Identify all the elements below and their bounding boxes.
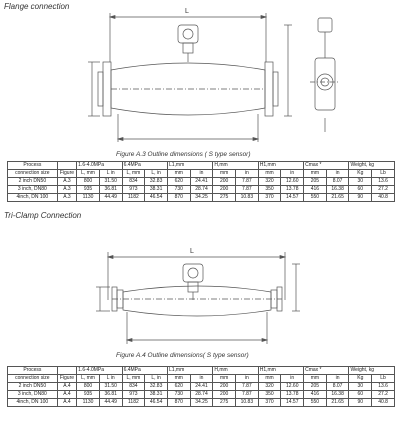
flange-figure-caption: Figure A.3 Outline dimensions ( S type sensor) [116,151,251,158]
table-cell: 36.81 [99,186,122,194]
table-cell: 13.6 [372,383,395,391]
header-cell: Figure [57,375,76,383]
header-cell: in [281,375,304,383]
header-cell: mm [304,170,327,178]
table-cell: 935 [77,391,100,399]
header-cell: mm [213,375,236,383]
header-cell: L in [99,170,122,178]
table-cell: 1130 [77,194,100,202]
header-cell: L, mm [77,375,100,383]
triclamp-section-title: Tri-Clamp Connection [4,211,82,220]
table-cell: 60 [349,391,372,399]
table-cell: 3 inch, DN80 [8,391,58,399]
triclamp-l-dimension-label: L [190,248,194,255]
table-cell: 200 [213,178,236,186]
table-cell: 21.65 [326,399,349,407]
table-cell: A.4 [57,399,76,407]
table-cell: 14.57 [281,399,304,407]
table-cell: 10.83 [236,194,259,202]
header-cell: in [281,170,304,178]
header-cell: L1,mm [167,162,212,170]
table-cell: 320 [258,178,281,186]
header-cell: 6.4MPa [122,162,167,170]
table-cell: 31.50 [99,178,122,186]
table-cell: 40.8 [372,399,395,407]
table-cell: A.3 [57,186,76,194]
header-cell: L, in [145,170,168,178]
table-cell: 24.41 [190,178,213,186]
table-header-row [8,375,395,383]
header-cell: mm [258,375,281,383]
table-cell: 16.38 [326,391,349,399]
table-cell: 90 [349,399,372,407]
header-cell: H,mm [213,367,258,375]
header-cell [57,367,76,375]
table-cell: 13.6 [372,178,395,186]
table-cell: 800 [77,383,100,391]
header-cell: Figure [57,170,76,178]
header-cell: in [236,375,259,383]
table-cell: 1182 [122,194,145,202]
table-cell: 4inch, DN 100 [8,194,58,202]
header-cell: 1.6-4.0MPa [77,162,122,170]
table-cell: 38.31 [145,391,168,399]
header-cell: H1,mm [258,367,303,375]
table-cell: 550 [304,194,327,202]
table-cell: 1130 [77,399,100,407]
table-cell: 370 [258,194,281,202]
header-cell: L1,mm [167,367,212,375]
table-cell: 1182 [122,399,145,407]
header-cell: in [190,375,213,383]
table-cell: 370 [258,399,281,407]
header-cell: mm [258,170,281,178]
header-cell: Kg [349,375,372,383]
table-cell: 24.41 [190,383,213,391]
header-cell: 1.6-4.0MPa [77,367,122,375]
table-cell: 21.65 [326,194,349,202]
table-cell: 30 [349,178,372,186]
table-cell: 200 [213,186,236,194]
header-cell: mm [213,170,236,178]
header-cell: connection size [8,375,58,383]
table-row [8,391,395,399]
table-cell: 27.2 [372,391,395,399]
table-cell: 60 [349,186,372,194]
table-cell: 14.57 [281,194,304,202]
table-cell: 31.50 [99,383,122,391]
header-cell: Kg [349,170,372,178]
table-cell: 973 [122,391,145,399]
table-cell: 200 [213,391,236,399]
table-cell: 2 inch DN50 [8,178,58,186]
table-cell: 34.25 [190,399,213,407]
table-row [8,383,395,391]
table-cell: 620 [167,178,190,186]
table-cell: 730 [167,391,190,399]
table-cell: 834 [122,178,145,186]
header-cell: Cmax * [304,367,349,375]
header-cell: Lb [372,170,395,178]
table-cell: 28.74 [190,391,213,399]
header-cell: connection size [8,170,58,178]
table-cell: 870 [167,399,190,407]
table-cell: 32.83 [145,178,168,186]
table-row [8,399,395,407]
header-cell: L, mm [122,375,145,383]
header-cell: mm [167,375,190,383]
table-cell: 8.07 [326,383,349,391]
table-cell: 16.38 [326,186,349,194]
header-cell: mm [304,375,327,383]
table-cell: 350 [258,391,281,399]
header-cell: Weight, kg [349,367,395,375]
header-cell: mm [167,170,190,178]
table-cell: 46.54 [145,194,168,202]
triclamp-figure-caption: Figure A.4 Outline dimensions( S type sensor) [116,352,249,359]
header-cell: in [326,170,349,178]
table-cell: 36.81 [99,391,122,399]
table-cell: 350 [258,186,281,194]
table-cell: 12.60 [281,383,304,391]
table-cell: 40.8 [372,194,395,202]
table-cell: 416 [304,391,327,399]
table-cell: 3 inch, DN80 [8,186,58,194]
table-cell: 800 [77,178,100,186]
header-cell: Process [8,367,58,375]
table-cell: 2 inch DN50 [8,383,58,391]
table-cell: 4inch, DN 100 [8,399,58,407]
table-cell: 44.49 [99,399,122,407]
header-cell: Process [8,162,58,170]
table-cell: A.3 [57,178,76,186]
table-cell: 7.87 [236,186,259,194]
header-cell: in [236,170,259,178]
table-cell: 46.54 [145,399,168,407]
flange-l-dimension-label: L [185,8,189,15]
table-cell: 416 [304,186,327,194]
header-cell: H,mm [213,162,258,170]
flange-section-title: Flange connection [4,2,70,11]
table-cell: 205 [304,178,327,186]
table-cell: 550 [304,399,327,407]
header-cell: L, mm [77,170,100,178]
table-cell: A.3 [57,194,76,202]
table-cell: 320 [258,383,281,391]
table-cell: 38.31 [145,186,168,194]
table-cell: 7.87 [236,391,259,399]
table-cell: A.4 [57,391,76,399]
table-cell: 44.49 [99,194,122,202]
table-cell: 7.87 [236,178,259,186]
table-cell: 200 [213,383,236,391]
table-cell: 10.83 [236,399,259,407]
header-cell: in [190,170,213,178]
table-cell: 834 [122,383,145,391]
header-cell: L, in [145,375,168,383]
header-cell: in [326,375,349,383]
table-cell: 620 [167,383,190,391]
table-cell: 90 [349,194,372,202]
header-cell: L, mm [122,170,145,178]
header-cell: Weight, kg [349,162,395,170]
table-cell: 13.78 [281,186,304,194]
table-cell: 275 [213,399,236,407]
table-cell: 32.83 [145,383,168,391]
table-cell: 27.2 [372,186,395,194]
table-cell: 973 [122,186,145,194]
triclamp-dimension-table [7,366,395,407]
table-cell: 935 [77,186,100,194]
header-cell: Cmax * [304,162,349,170]
header-cell: 6.4MPa [122,367,167,375]
table-cell: 730 [167,186,190,194]
table-cell: 30 [349,383,372,391]
table-cell: 12.60 [281,178,304,186]
table-cell: A.4 [57,383,76,391]
table-header-row [8,367,395,375]
table-cell: 34.25 [190,194,213,202]
table-cell: 870 [167,194,190,202]
header-cell: Lb [372,375,395,383]
table-cell: 8.07 [326,178,349,186]
header-cell: H1,mm [258,162,303,170]
table-cell: 28.74 [190,186,213,194]
table-cell: 275 [213,194,236,202]
header-cell: L in [99,375,122,383]
table-cell: 13.78 [281,391,304,399]
table-cell: 7.87 [236,383,259,391]
table-cell: 205 [304,383,327,391]
